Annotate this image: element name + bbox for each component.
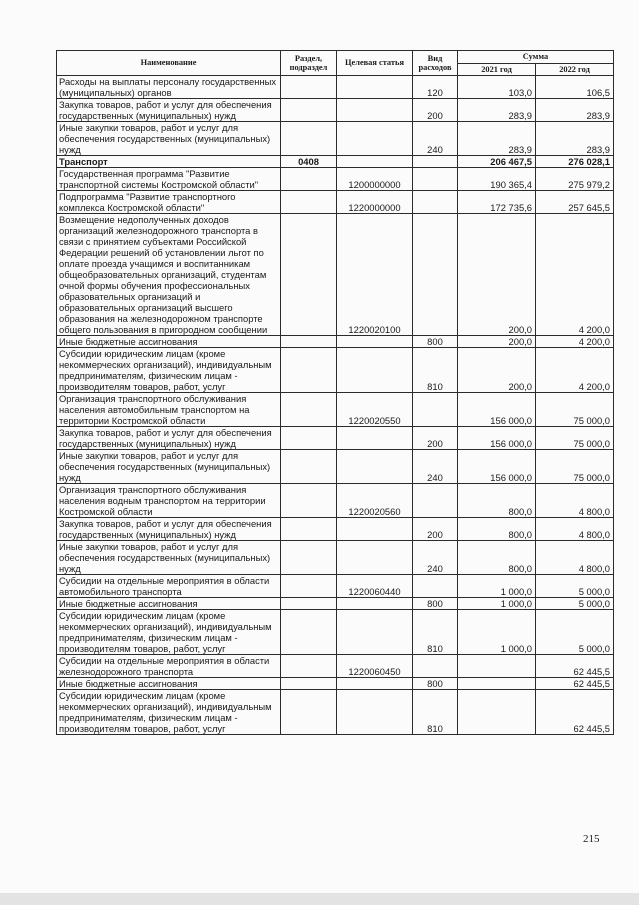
row-name: Иные бюджетные ассигнования (57, 598, 281, 610)
row-target: 1220020100 (337, 214, 413, 336)
row-name: Расходы на выплаты персоналу государственных (муниципальных) органов (57, 76, 281, 99)
row-target: 1220020560 (337, 484, 413, 518)
row-name: Иные закупки товаров, работ и услуг для обеспечения государственных (муниципальных) нужд (57, 122, 281, 156)
row-sum-2022: 4 200,0 (536, 348, 614, 393)
row-sum-2021: 156 000,0 (458, 393, 536, 427)
row-sum-2022: 75 000,0 (536, 450, 614, 484)
row-sum-2022: 4 800,0 (536, 541, 614, 575)
row-section (281, 214, 337, 336)
row-target (337, 122, 413, 156)
row-sum-2021: 206 467,5 (458, 156, 536, 168)
row-expense-type: 200 (413, 518, 458, 541)
row-name: Иные бюджетные ассигнования (57, 336, 281, 348)
row-target (337, 76, 413, 99)
header-expense-type: Вид расходов (413, 51, 458, 76)
row-name: Субсидии на отдельные мероприятия в области железнодорожного транспорта (57, 655, 281, 678)
row-sum-2022: 283,9 (536, 122, 614, 156)
table-row (57, 610, 614, 655)
row-sum-2022: 75 000,0 (536, 393, 614, 427)
row-expense-type (413, 214, 458, 336)
row-section (281, 348, 337, 393)
row-sum-2021 (458, 678, 536, 690)
row-target (337, 541, 413, 575)
row-section (281, 610, 337, 655)
row-expense-type: 800 (413, 678, 458, 690)
row-name: Подпрограмма "Развитие транспортного комплекса Костромской области" (57, 191, 281, 214)
row-expense-type: 800 (413, 598, 458, 610)
row-sum-2021: 156 000,0 (458, 427, 536, 450)
row-name: Закупка товаров, работ и услуг для обеспечения государственных (муниципальных) нужд (57, 518, 281, 541)
row-section (281, 598, 337, 610)
row-target (337, 598, 413, 610)
row-sum-2021: 200,0 (458, 348, 536, 393)
row-sum-2021: 800,0 (458, 518, 536, 541)
table-row (57, 450, 614, 484)
row-name: Транспорт (57, 156, 281, 168)
row-section (281, 76, 337, 99)
table-row (57, 348, 614, 393)
row-sum-2022: 4 800,0 (536, 518, 614, 541)
row-name: Иные закупки товаров, работ и услуг для обеспечения государственных (муниципальных) нужд (57, 450, 281, 484)
row-target: 1220060450 (337, 655, 413, 678)
row-sum-2022: 75 000,0 (536, 427, 614, 450)
row-sum-2022: 106,5 (536, 76, 614, 99)
row-expense-type (413, 655, 458, 678)
table-row (57, 598, 614, 610)
table-row (57, 168, 614, 191)
row-target (337, 427, 413, 450)
row-sum-2021: 172 735,6 (458, 191, 536, 214)
row-sum-2021: 190 365,4 (458, 168, 536, 191)
row-sum-2021: 1 000,0 (458, 610, 536, 655)
row-sum-2022: 62 445,5 (536, 655, 614, 678)
header-sum: Сумма (458, 51, 614, 64)
table-row (57, 541, 614, 575)
row-section: 0408 (281, 156, 337, 168)
row-sum-2022: 5 000,0 (536, 610, 614, 655)
row-section (281, 575, 337, 598)
row-sum-2021: 800,0 (458, 541, 536, 575)
row-sum-2021: 283,9 (458, 99, 536, 122)
row-sum-2021: 800,0 (458, 484, 536, 518)
row-name: Закупка товаров, работ и услуг для обеспечения государственных (муниципальных) нужд (57, 99, 281, 122)
row-sum-2021: 156 000,0 (458, 450, 536, 484)
row-expense-type: 800 (413, 336, 458, 348)
row-expense-type (413, 168, 458, 191)
row-sum-2021 (458, 690, 536, 735)
table-row (57, 678, 614, 690)
row-expense-type: 240 (413, 541, 458, 575)
row-section (281, 541, 337, 575)
row-expense-type: 120 (413, 76, 458, 99)
row-sum-2021: 103,0 (458, 76, 536, 99)
table-row (57, 156, 614, 168)
scan-edge (0, 893, 639, 905)
row-target: 1200000000 (337, 168, 413, 191)
row-section (281, 427, 337, 450)
row-section (281, 484, 337, 518)
row-section (281, 655, 337, 678)
row-sum-2022: 4 800,0 (536, 484, 614, 518)
row-sum-2021: 1 000,0 (458, 598, 536, 610)
row-section (281, 168, 337, 191)
row-section (281, 518, 337, 541)
row-expense-type: 810 (413, 348, 458, 393)
row-sum-2021: 200,0 (458, 214, 536, 336)
row-target (337, 690, 413, 735)
table-row (57, 99, 614, 122)
row-section (281, 450, 337, 484)
budget-table (56, 50, 614, 735)
row-section (281, 336, 337, 348)
header-section: Раздел, подраздел (281, 51, 337, 76)
row-sum-2022: 62 445,5 (536, 690, 614, 735)
row-sum-2022: 4 200,0 (536, 336, 614, 348)
row-section (281, 690, 337, 735)
row-name: Возмещение недополученных доходов организаций железнодорожного транспорта в связи с принятием субъектами Российской Федерации решений об установлении льгот по оплате проезда учащимся и воспитанникам общеобразовательных организаций, студентам очной формы обучения профессиональных образовательных организаций и образовательных организаций высшего образования на железнодорожном транспорте общего пользования в пригородном сообщении (57, 214, 281, 336)
row-sum-2022: 5 000,0 (536, 598, 614, 610)
row-expense-type (413, 156, 458, 168)
row-expense-type: 810 (413, 690, 458, 735)
budget-document-page (56, 50, 613, 735)
table-row (57, 76, 614, 99)
row-name: Закупка товаров, работ и услуг для обеспечения государственных (муниципальных) нужд (57, 427, 281, 450)
row-target: 1220060440 (337, 575, 413, 598)
row-name: Организация транспортного обслуживания населения автомобильным транспортом на территории Костромской области (57, 393, 281, 427)
row-expense-type: 240 (413, 450, 458, 484)
table-row (57, 214, 614, 336)
row-section (281, 122, 337, 156)
row-name: Государственная программа "Развитие транспортной системы Костромской области" (57, 168, 281, 191)
row-expense-type (413, 575, 458, 598)
table-row (57, 655, 614, 678)
row-section (281, 678, 337, 690)
row-sum-2021: 200,0 (458, 336, 536, 348)
row-section (281, 191, 337, 214)
header-name: Наименование (57, 51, 281, 76)
table-row (57, 518, 614, 541)
row-sum-2022: 257 645,5 (536, 191, 614, 214)
row-target (337, 348, 413, 393)
row-target: 1220000000 (337, 191, 413, 214)
row-name: Субсидии на отдельные мероприятия в области автомобильного транспорта (57, 575, 281, 598)
row-name: Иные закупки товаров, работ и услуг для обеспечения государственных (муниципальных) нужд (57, 541, 281, 575)
row-target (337, 678, 413, 690)
row-sum-2021: 283,9 (458, 122, 536, 156)
table-row (57, 393, 614, 427)
table-row (57, 484, 614, 518)
row-expense-type (413, 484, 458, 518)
table-row (57, 427, 614, 450)
table-row (57, 122, 614, 156)
row-sum-2022: 4 200,0 (536, 214, 614, 336)
row-sum-2022: 5 000,0 (536, 575, 614, 598)
row-sum-2022: 62 445,5 (536, 678, 614, 690)
row-sum-2022: 283,9 (536, 99, 614, 122)
row-target: 1220020550 (337, 393, 413, 427)
row-target (337, 610, 413, 655)
row-target (337, 518, 413, 541)
page-number: 215 (583, 833, 600, 845)
table-body (57, 76, 614, 735)
row-target (337, 99, 413, 122)
table-row (57, 575, 614, 598)
header-year-2021: 2021 год (458, 63, 536, 76)
row-section (281, 99, 337, 122)
header-year-2022: 2022 год (536, 63, 614, 76)
table-row (57, 336, 614, 348)
row-target (337, 336, 413, 348)
row-expense-type: 200 (413, 427, 458, 450)
row-sum-2021: 1 000,0 (458, 575, 536, 598)
row-sum-2021 (458, 655, 536, 678)
row-expense-type: 810 (413, 610, 458, 655)
row-expense-type (413, 191, 458, 214)
row-sum-2022: 276 028,1 (536, 156, 614, 168)
row-name: Субсидии юридическим лицам (кроме некоммерческих организаций), индивидуальным предпринимателям, физическим лицам - производителям товаров, работ, услуг (57, 690, 281, 735)
table-header (57, 51, 614, 76)
row-target (337, 156, 413, 168)
row-name: Организация транспортного обслуживания населения водным транспортом на территории Костромской области (57, 484, 281, 518)
row-expense-type (413, 393, 458, 427)
row-sum-2022: 275 979,2 (536, 168, 614, 191)
row-name: Иные бюджетные ассигнования (57, 678, 281, 690)
row-expense-type: 240 (413, 122, 458, 156)
row-section (281, 393, 337, 427)
header-target: Целевая статья (337, 51, 413, 76)
row-name: Субсидии юридическим лицам (кроме некоммерческих организаций), индивидуальным предпринимателям, физическим лицам - производителям товаров, работ, услуг (57, 610, 281, 655)
table-row (57, 690, 614, 735)
table-row (57, 191, 614, 214)
row-target (337, 450, 413, 484)
row-name: Субсидии юридическим лицам (кроме некоммерческих организаций), индивидуальным предпринимателям, физическим лицам - производителям товаров, работ, услуг (57, 348, 281, 393)
row-expense-type: 200 (413, 99, 458, 122)
